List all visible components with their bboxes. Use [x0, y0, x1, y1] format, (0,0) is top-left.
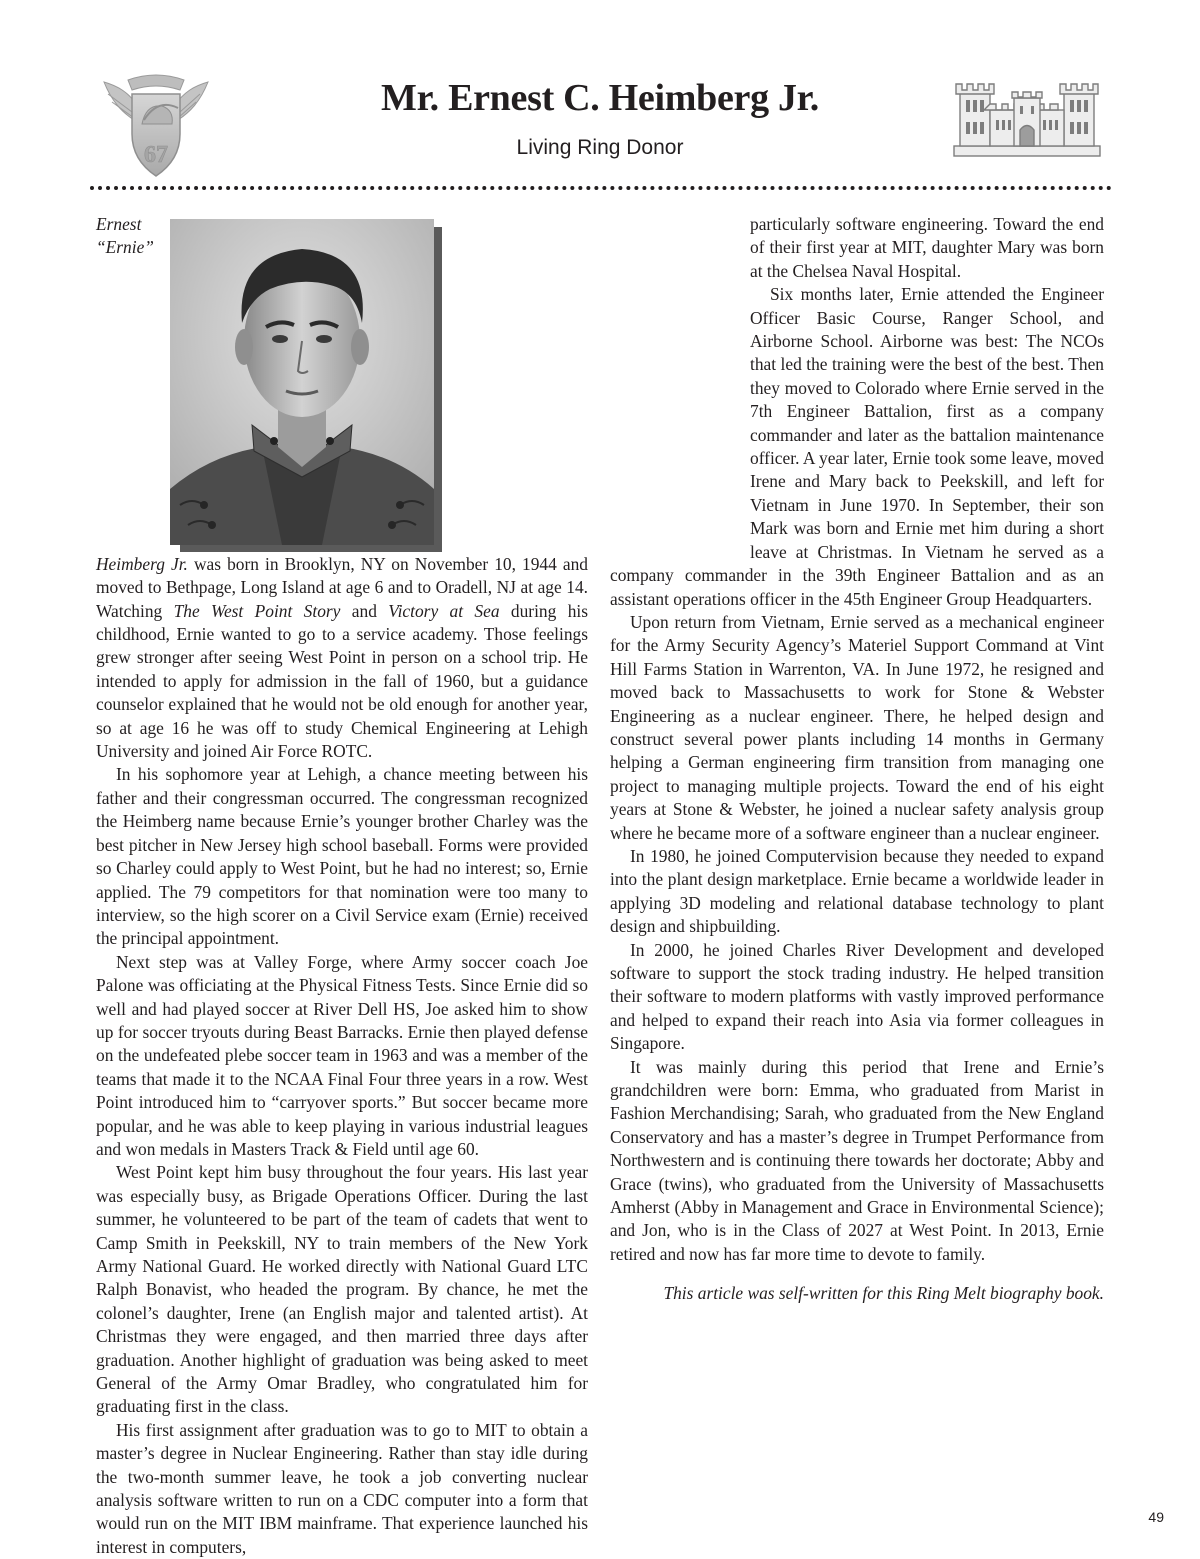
paragraph-2: In his sophomore year at Lehigh, a chance meeting between his father and their congressman occurred. The congressman recognized the Heimberg name because Ernie’s younger brother Charley was the best pitcher in New Jersey high school baseball. Forms were provided so Charley could apply to West Point, but he had no interest; so, Ernie applied. The 79 competitors for that nomination were too many to interview, so the high scorer on a Civil Service exam (Ernie) received the principal appointment.: [96, 764, 588, 949]
page-title: Mr. Ernest C. Heimberg Jr.: [381, 77, 819, 119]
film-title-1: The West Point Story: [173, 600, 341, 621]
paragraph-5: His first assignment after graduation was to go to MIT to obtain a master’s degree in Nuclear Engineering. Rather than stay idle during the two-month summer leave, he took a job converting nuclear analysis software written to run on a CDC computer into a form that would run on the MIT IBM mainframe. That experience launched his interest in computers,: [96, 1419, 588, 1557]
paragraph-1-text-a: was born in Brooklyn, NY on November 10, 1944 and moved to Bethpage, Long Island at age 6 and to Oradell, NJ at age 14. Watching: [96, 553, 589, 621]
article-right-column: [610, 213, 1104, 1306]
cadet-portrait-photo: [170, 219, 442, 552]
paragraph-4: West Point kept him busy throughout the four years. His last year was especially busy, as Brigade Operations Officer. During the last summer, he volunteered to be part of the team of cadets that went to Camp Smith in Peekskill, NY to train members of the New York Army National Guard. He worked directly with National Guard LTC Ralph Bonavist, who headed the program. By chance, he met the colonel’s daughter, Irene (an English major and talented artist). At Christmas they were engaged, and then married three days after graduation. Another highlight of graduation was being asked to meet General of the Army Omar Bradley, who congratulated him for graduating first in the class.: [96, 1162, 588, 1417]
paragraph-8: In 1980, he joined Computervision because they needed to expand into the plant design marketplace. Ernie became a worldwide leader in applying 3D modeling and relational database technology to plant design and shipbuilding.: [610, 845, 1104, 937]
subject-name: Ernest “Ernie” Heimberg Jr.: [96, 214, 188, 574]
paragraph-10: It was mainly during this period that Irene and Ernie’s grandchildren were born: Emma, who graduated from Marist in Fashion Merchandising; Sarah, who graduated from the New England Conservatory and has a master’s degree in Trumpet Performance from Northwestern and is continuing there towards her doctorate; Abby and Grace (twins), who graduated from the University of Massachusetts Amherst (Abby in Management and Grace in Environmental Science); and Jon, who is in the Class of 2027 at West Point. In 2013, Ernie retired and now has far more time to devote to family.: [610, 1056, 1104, 1264]
paragraph-1-text-c: during his childhood, Ernie wanted to go to a service academy. Those feelings grew stronger after seeing West Point in person on a school trip. He intended to apply for admission in the fall of 1960, but a guidance counselor explained that he would not be old enough for another year, so at age 16 he was off to study Chemical Engineering at Lehigh University and joined Air Force ROTC.: [96, 600, 588, 762]
paragraph-9: In 2000, he joined Charles River Development and developed software to support the stock trading industry. He helped transition their software to modern platforms with vastly improved performance and helped to expand their reach into Asia via former colleagues in Singapore.: [610, 939, 1104, 1054]
film-title-2: Victory at Sea: [388, 600, 500, 621]
paragraph-3: Next step was at Valley Forge, where Army soccer coach Joe Palone was officiating at the Physical Fitness Tests. Since Ernie did so well and had played soccer at River Dell HS, Joe asked him to show up for soccer tryouts during Beast Barracks. Ernie then played defense on the undefeated plebe soccer team in 1963 and was a member of the teams that made it to the NCAA Final Four three years in a row. West Point introduced him to “carryover sports.” But soccer became more popular, and he was able to keep playing in various industrial leagues and won medals in Masters Track & Field until age 60.: [96, 951, 588, 1159]
crest-class-number: 67: [144, 142, 168, 168]
dotted-divider: [90, 186, 1112, 190]
article-credit: This article was self-written for this Ring Melt biography book.: [663, 1283, 1104, 1304]
paragraph-7: Upon return from Vietnam, Ernie served as a mechanical engineer for the Army Security Agency’s Materiel Support Command at Vint Hill Farms Station in Warrenton, VA. In June 1972, he resigned and moved back to Massachusetts to work for Stone & Webster Engineering as a nuclear engineer. There, he helped design and construct several power plants including 14 months in Germany helping a German engineering firm transition from managing one project to managing multiple projects. Toward the end of his eight years at Stone & Webster, he joined a nuclear safety analysis group where he became more of a software engineer than a nuclear engineer.: [610, 611, 1104, 843]
page-number: 49: [1148, 1509, 1164, 1525]
paragraph-5-continued: particularly software engineering. Toward the end of their first year at MIT, daughter Mary was born at the Chelsea Naval Hospital.: [750, 214, 1104, 281]
article-left-column: [96, 213, 588, 1559]
paragraph-1-text-b: and: [340, 600, 389, 621]
photo-wrap-space: [610, 213, 750, 558]
page-subtitle: Living Ring Donor: [516, 136, 684, 159]
paragraph-6: Six months later, Ernie attended the Engineer Officer Basic Course, Ranger School, and Airborne School. Airborne was best: The NCOs that led the training were the best of the best. Then they moved to Colorado where Ernie served in the 7th Engineer Battalion, first as a company commander and later as the battalion maintenance officer. A year later, Ernie took some leave, moved Irene and Mary back to Peekskill, and left for Vietnam in June 1970. In September, their son Mark was born and Ernie met him during a short leave at Christmas. In Vietnam he served as a company commander in the 39th Engineer Battalion and as an assistant operations officer in the 45th Engineer Group Headquarters.: [610, 284, 1104, 609]
